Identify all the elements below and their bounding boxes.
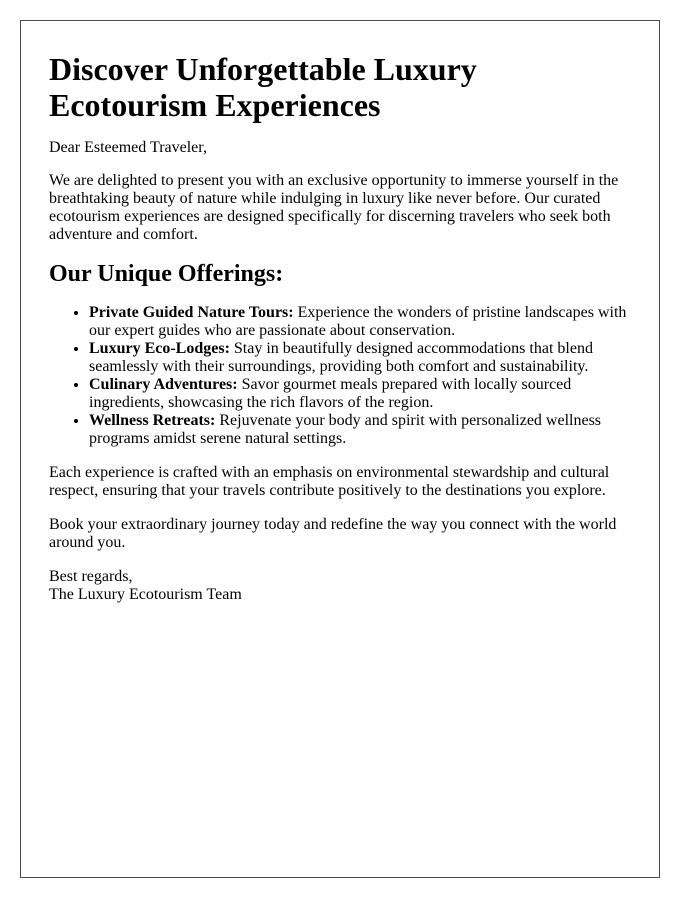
signoff (49, 568, 631, 604)
letter-title: Discover Unforgettable Luxury Ecotourism Experiences (49, 51, 477, 123)
offering-description: Rejuvenate your body and spirit with personalized wellness programs amidst serene natural settings. (89, 412, 602, 447)
closing: Best regards, (49, 568, 133, 585)
offering-item-eco-lodges (89, 340, 631, 376)
stewardship-paragraph: Each experience is crafted with an emphasis on environmental stewardship and cultural respect, ensuring that your travels contribute positively to the destinations you explore. (49, 464, 610, 499)
offering-name: Culinary Adventures: (89, 376, 238, 393)
offering-description: Experience the wonders of pristine landscapes with our expert guides who are passionate about conservation. (89, 304, 627, 339)
offering-item-culinary (89, 376, 631, 412)
offering-item-private-tours (89, 304, 631, 340)
signature: The Luxury Ecotourism Team (49, 586, 242, 603)
offering-item-wellness (89, 412, 631, 448)
offering-description: Stay in beautifully designed accommodations that blend seamlessly with their surroundings, providing both comfort and sustainability. (89, 340, 593, 375)
offerings-list (49, 304, 631, 448)
letter-page (20, 20, 660, 878)
call-to-action-paragraph: Book your extraordinary journey today and redefine the way you connect with the world around you. (49, 516, 617, 551)
offering-name: Wellness Retreats: (89, 412, 216, 429)
offering-description: Savor gourmet meals prepared with locally sourced ingredients, showcasing the rich flavors of the region. (89, 376, 572, 411)
offering-name: Luxury Eco-Lodges: (89, 340, 230, 357)
greeting: Dear Esteemed Traveler, (49, 139, 207, 156)
intro-paragraph: We are delighted to present you with an exclusive opportunity to immerse yourself in the breathtaking beauty of nature while indulging in luxury like never before. Our curated ecotourism experiences are designed specifically for discerning travelers who seek both adventure and comfort. (49, 172, 619, 243)
offerings-heading: Our Unique Offerings: (49, 261, 284, 287)
offering-name: Private Guided Nature Tours: (89, 304, 294, 321)
